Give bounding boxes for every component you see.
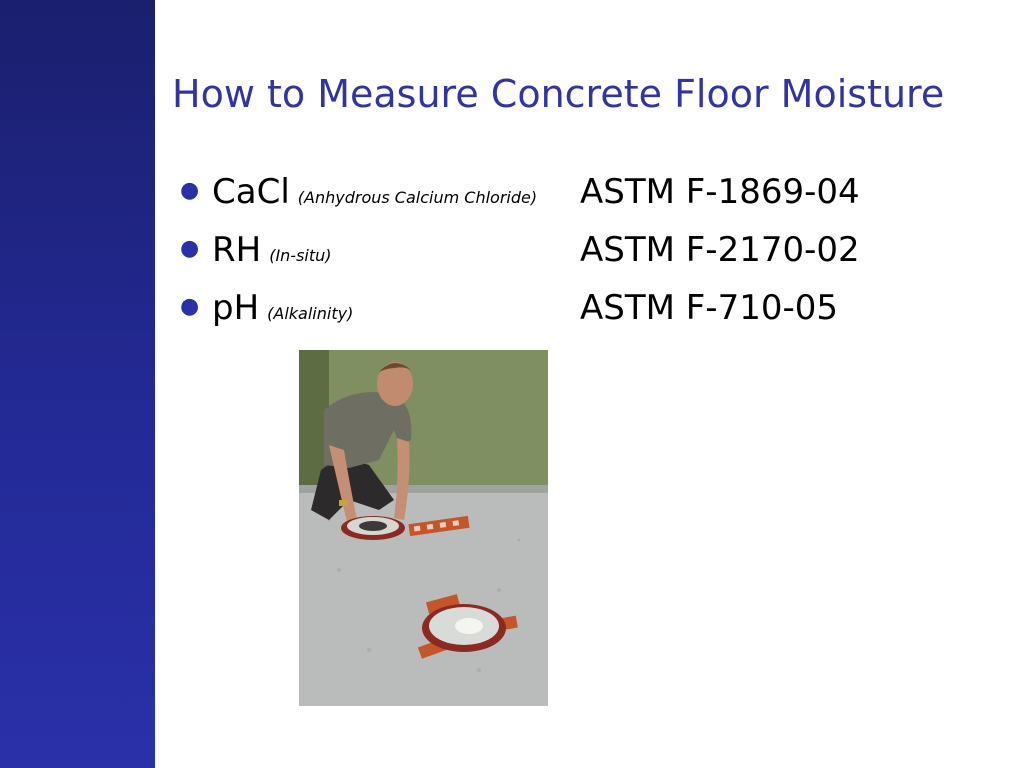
list-item bbox=[180, 172, 940, 230]
moisture-test-photo bbox=[299, 350, 548, 706]
sidebar-band bbox=[0, 0, 155, 768]
bullet-icon: ● bbox=[180, 236, 200, 261]
item-qualifier: (Alkalinity) bbox=[267, 304, 354, 323]
item-term: CaCl bbox=[212, 172, 290, 212]
item-standard: ASTM F-2170-02 bbox=[580, 230, 860, 270]
item-term: RH bbox=[212, 230, 262, 270]
bullet-icon: ● bbox=[180, 178, 200, 203]
photo-illustration bbox=[299, 350, 548, 706]
item-term: pH bbox=[212, 288, 260, 328]
bullet-list bbox=[180, 172, 940, 346]
list-item bbox=[180, 230, 940, 288]
item-qualifier: (In-situ) bbox=[269, 246, 332, 265]
bullet-icon: ● bbox=[180, 294, 200, 319]
item-standard: ASTM F-710-05 bbox=[580, 288, 839, 328]
list-item bbox=[180, 288, 940, 346]
item-qualifier: (Anhydrous Calcium Chloride) bbox=[297, 188, 538, 207]
slide-title: How to Measure Concrete Floor Moisture bbox=[172, 72, 945, 116]
item-standard: ASTM F-1869-04 bbox=[580, 172, 860, 212]
